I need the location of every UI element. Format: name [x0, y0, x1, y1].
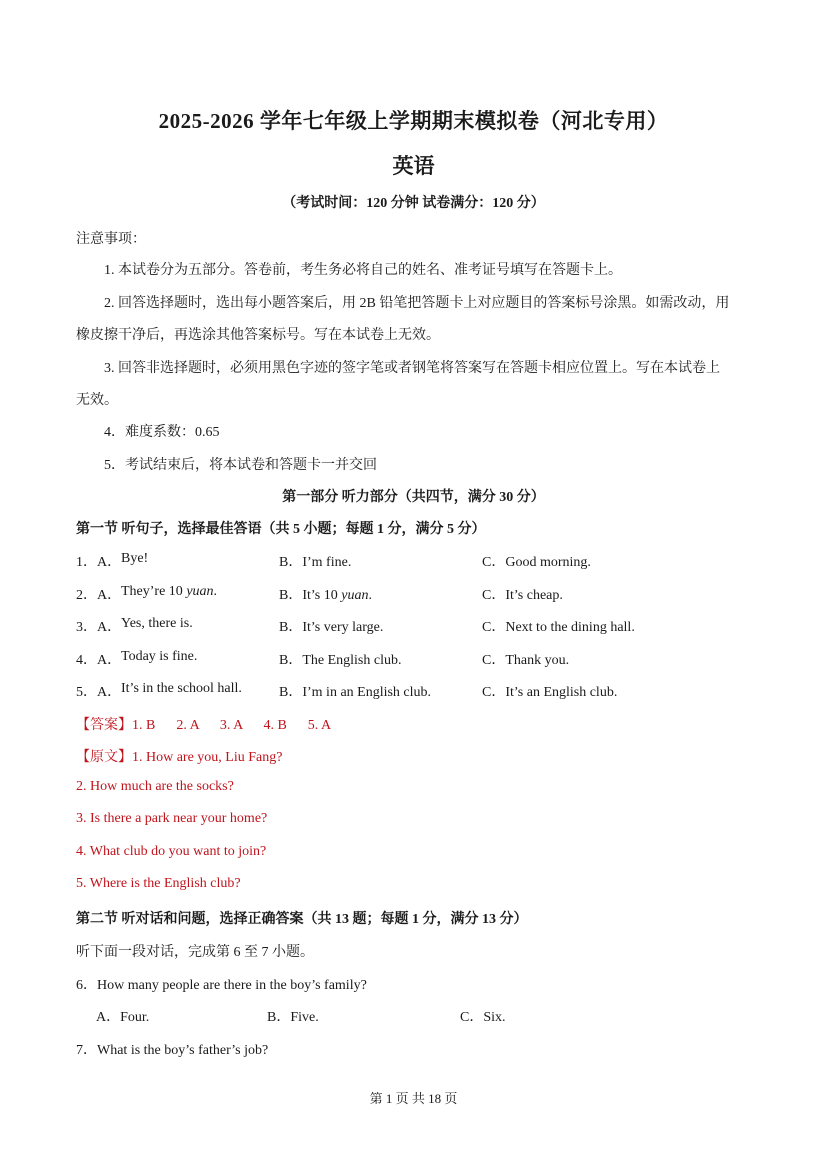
- question-1-number: 1．A．: [76, 555, 122, 570]
- script-line-2: 2. How much are the socks?: [76, 779, 234, 794]
- page-footer: 第 1 页 共 18 页: [369, 1091, 458, 1106]
- page-title: 2025-2026 学年七年级上学期期末模拟卷（河北专用）: [158, 109, 669, 133]
- section2-heading: 第二节 听对话和问题，选择正确答案（共 13 题；每题 1 分，满分 13 分）: [76, 912, 528, 927]
- question-1-option-a: Bye!: [121, 551, 149, 566]
- question-2-option-b: B．It’s 10 yuan.: [279, 588, 372, 603]
- question-6-option-a: A．Four.: [96, 1010, 150, 1025]
- note-item-1: 1. 本试卷分为五部分。答卷前，考生务必将自己的姓名、准考证号填写在答题卡上。: [104, 263, 622, 278]
- note-item-3-cont: 无效。: [76, 393, 118, 408]
- question-2-option-c: C．It’s cheap.: [482, 588, 563, 603]
- question-2-number: 2．A．: [76, 588, 122, 603]
- part1-heading: 第一部分 听力部分（共四节，满分 30 分）: [282, 490, 545, 505]
- section1-heading: 第一节 听句子，选择最佳答语（共 5 小题；每题 1 分，满分 5 分）: [76, 522, 486, 537]
- script-label: 【原文】: [76, 750, 132, 765]
- note-item-3: 3. 回答非选择题时，必须用黑色字迹的签字笔或者钢笔将答案写在答题卡相应位置上。写在本试卷上: [104, 361, 720, 376]
- question-6-stem: 6．How many people are there in the boy’s family?: [76, 978, 367, 993]
- question-3-option-c: C．Next to the dining hall.: [482, 620, 635, 635]
- answer-text: 1. B 2. A 3. A 4. B 5. A: [132, 718, 332, 733]
- answer-label: 【答案】: [76, 718, 132, 733]
- section2-intro: 听下面一段对话，完成第 6 至 7 小题。: [76, 945, 314, 960]
- subject-title: 英语: [392, 154, 435, 178]
- script-line-5: 5. Where is the English club?: [76, 876, 241, 891]
- question-5-option-c: C．It’s an English club.: [482, 685, 618, 700]
- question-3-option-a: Yes, there is.: [121, 616, 193, 631]
- question-7-stem: 7．What is the boy’s father’s job?: [76, 1043, 269, 1058]
- question-5-option-a: It’s in the school hall.: [121, 681, 242, 696]
- notes-heading: 注意事项：: [76, 232, 146, 247]
- question-5-number: 5．A．: [76, 685, 122, 700]
- question-5-option-b: B．I’m in an English club.: [279, 685, 432, 700]
- script-line-4: 4. What club do you want to join?: [76, 844, 267, 859]
- note-item-4: 4．难度系数：0.65: [104, 425, 220, 440]
- script-first-line: [76, 746, 282, 766]
- note-item-5: 5．考试结束后，将本试卷和答题卡一并交回: [104, 458, 377, 473]
- question-4-option-c: C．Thank you.: [482, 653, 570, 668]
- question-6-option-c: C．Six.: [460, 1010, 506, 1025]
- question-4-option-b: B．The English club.: [279, 653, 402, 668]
- exam-info: （考试时间：120 分钟 试卷满分：120 分）: [282, 196, 545, 211]
- script-line-1: 1. How are you, Liu Fang?: [132, 750, 283, 765]
- script-line-3: 3. Is there a park near your home?: [76, 811, 268, 826]
- question-3-number: 3．A．: [76, 620, 122, 635]
- question-4-number: 4．A．: [76, 653, 122, 668]
- question-3-option-b: B．It’s very large.: [279, 620, 384, 635]
- question-1-option-b: B．I’m fine.: [279, 555, 352, 570]
- answer-block: [76, 714, 331, 734]
- note-item-2-cont: 橡皮擦干净后，再选涂其他答案标号。写在本试卷上无效。: [76, 328, 440, 343]
- question-4-option-a: Today is fine.: [121, 649, 198, 664]
- note-item-2: 2. 回答选择题时，选出每小题答案后，用 2B 铅笔把答题卡上对应题目的答案标号涂黑。如需改动，用: [104, 296, 730, 311]
- question-2-option-a: They’re 10 yuan.: [121, 584, 218, 599]
- question-1-option-c: C．Good morning.: [482, 555, 591, 570]
- question-6-option-b: B．Five.: [267, 1010, 319, 1025]
